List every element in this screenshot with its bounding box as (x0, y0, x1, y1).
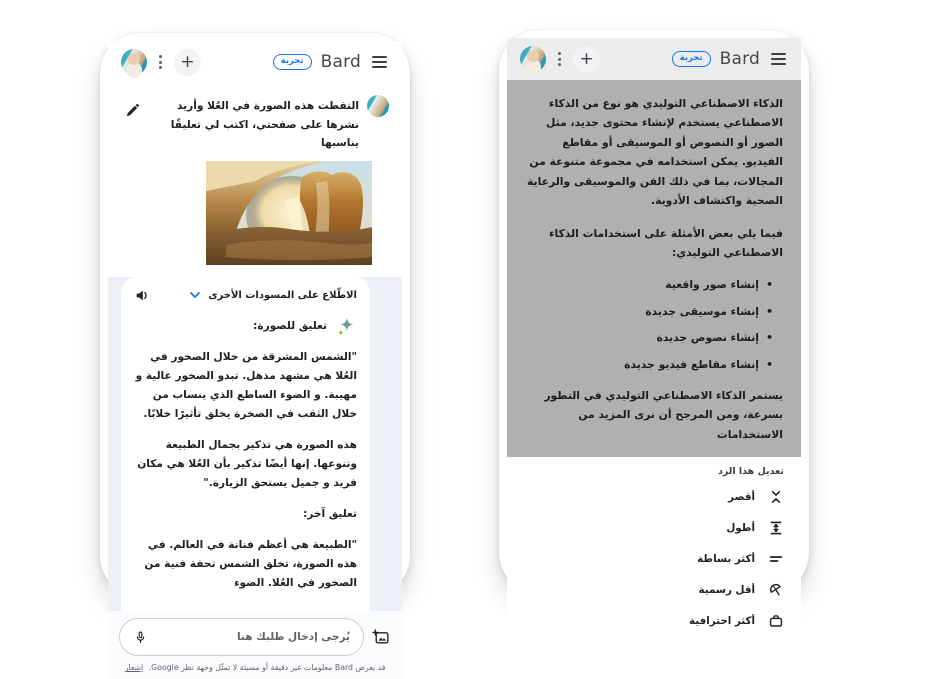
prompt-input-pill[interactable] (119, 618, 364, 656)
answer-paragraph-1: "الشمس المشرقة من خلال الصخور في العُلا هي مشهد مذهل. تبدو الصخور عالية و مهيبة. و الضوء الساطع الذي ينساب من خلال الثقب في الصخرة يخلق تأثيرًا خلابًا. (135, 350, 357, 420)
caption-title: تعليق للصورة: (253, 320, 327, 333)
response-paragraph-3: يستمر الذكاء الاصطناعي التوليدي في التطور بسرعة، ومن المرجح أن نرى المزيد من الاستخدامات (544, 389, 783, 441)
chevron-down-icon[interactable] (188, 288, 202, 302)
menu-item-professional[interactable] (524, 605, 784, 636)
response-bullet-list (525, 275, 773, 374)
menu-icon[interactable] (769, 51, 788, 67)
menu-item-label: أكثر احترافية (689, 614, 755, 627)
bullet-item: • إنشاء نصوص جديدة (525, 328, 773, 347)
menu-item-label: أكثر بساطة (697, 552, 755, 565)
drafts-row (134, 287, 357, 304)
chat-footer (108, 611, 402, 679)
bullet-item: • إنشاء صور واقعية (525, 275, 773, 294)
more-options-icon[interactable] (555, 49, 564, 69)
bullet-item: • إنشاء مقاطع فيديو جديدة (525, 355, 773, 374)
bard-sparkle-icon (335, 316, 357, 338)
mic-icon[interactable] (133, 630, 148, 645)
menu-icon[interactable] (370, 54, 389, 70)
response-paragraph-1: الذكاء الاصطناعي التوليدي هو نوع من الذكاء الاصطناعي يستخدم لإنشاء محتوى جديد، مثل الصور أو النصوص أو الموسيقى أو مقاطع الفيديو. يمكن استخدامه في مجموعة متنوعة من المجالات، بما في ذلك الفن والموسيقى والرعاية الصحية واكتشاف الأدوية. (526, 97, 783, 208)
bard-chat-screen (108, 41, 402, 673)
phone-right (499, 30, 809, 627)
longer-icon (768, 520, 784, 536)
menu-item-label: أقصر (728, 490, 755, 503)
app-header (108, 41, 402, 83)
bard-answer (134, 316, 357, 594)
experiment-badge: تجربة (273, 54, 312, 70)
experiment-badge: تجربة (672, 51, 711, 67)
menu-item-label: أقل رسمية (698, 583, 755, 596)
new-chat-button[interactable]: + (174, 49, 201, 76)
notice-link[interactable]: إشعار (124, 663, 144, 673)
response-card (121, 277, 370, 612)
disclaimer (119, 662, 391, 674)
more-options-icon[interactable] (156, 52, 165, 72)
user-uploaded-photo[interactable] (206, 161, 372, 265)
app-title: Bard (719, 49, 760, 69)
phone-left (100, 33, 410, 673)
shorter-icon (768, 489, 784, 505)
user-message-avatar (367, 95, 389, 117)
casual-icon (768, 582, 784, 598)
bullet-item: • إنشاء موسيقى جديدة (525, 302, 773, 321)
menu-item-casual[interactable] (524, 574, 784, 605)
menu-item-simpler[interactable] (524, 543, 784, 574)
new-chat-button[interactable]: + (573, 46, 600, 73)
user-message-text: التقطت هذه الصورة في العُلا وأريد نشرها على صفحتي، اكتب لي تعليقًا يناسبها (170, 100, 359, 150)
simpler-icon (768, 551, 784, 567)
app-header (507, 38, 801, 80)
bard-edit-response-screen (507, 38, 801, 627)
app-title: Bard (320, 52, 361, 72)
speaker-icon[interactable] (134, 287, 151, 304)
response-paragraph-2: فيما يلي بعض الأمثلة على استخدامات الذكاء الاصطناعي التوليدي: (549, 226, 783, 259)
edit-response-sheet (507, 457, 801, 652)
profile-avatar[interactable] (520, 46, 546, 72)
prompt-input[interactable] (148, 631, 350, 643)
another-caption-title: تعليق آخر: (303, 508, 357, 521)
answer-paragraph-2: هذه الصورة هي تذكير بجمال الطبيعة وتنوعها. إنها أيضًا تذكير بأن العُلا هي مكان فريد و جميل يستحق الزيارة." (137, 438, 357, 489)
dimmed-response-content (507, 80, 801, 457)
answer-paragraph-3: "الطبيعة هي أعظم فنانة في العالم. في هذه الصورة، تخلق الشمس تحفة فنية من الصخور في العُلا. الضوء (144, 539, 357, 590)
user-message-row (108, 83, 402, 155)
edit-prompt-icon[interactable] (124, 103, 140, 119)
profile-avatar[interactable] (121, 49, 147, 75)
edit-response-title: تعديل هذا الرد (717, 466, 784, 478)
professional-icon (768, 613, 784, 629)
disclaimer-text: قد يعرض Bard معلومات غير دقيقة أو مسيئة لا تمثّل وجهة نظر Google. (148, 663, 386, 673)
add-image-icon[interactable] (372, 628, 391, 647)
menu-item-longer[interactable] (524, 512, 784, 543)
view-other-drafts-label[interactable]: الاطّلاع على المسودات الأخرى (208, 289, 357, 301)
menu-item-label: أطول (726, 521, 755, 534)
menu-item-shorter[interactable] (524, 481, 784, 512)
response-zone (108, 277, 402, 612)
